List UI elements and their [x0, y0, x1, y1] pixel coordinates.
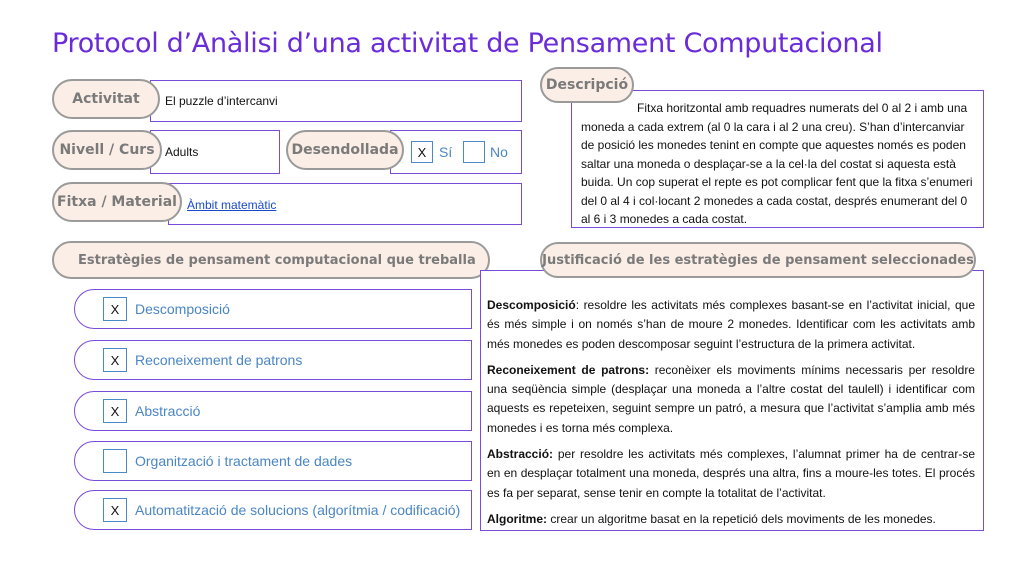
strategy-item[interactable] — [74, 340, 472, 380]
desendollada-label: Desendollada — [286, 130, 404, 170]
descripcio-box — [571, 90, 984, 228]
justificacio-paragraph: Descomposició: resoldre les activitats més complexes basant-se en l’activitat inicial, que és més simple i on només s’han de moure 2 monedes. Identificar com les activitats amb més monedes es poden descomposar seguint l’estructura de la primera activitat. — [487, 298, 976, 351]
strategy-item[interactable] — [74, 391, 472, 431]
justificacio-paragraph — [487, 361, 975, 438]
strategy-checkbox[interactable]: X — [103, 498, 127, 522]
descripcio-text: Fitxa horitzontal amb requadres numerats del 0 al 2 i amb una moneda a cada extrem (al 0 la cara i al 2 una creu). S’han d’intercanviar de posició les monedes tenint en compte que aquestes només es poden saltar una moneda o desplaçar-se a la cel·la del costat si aquesta està buida. Un cop superat el repte es pot complicar fent que la fitxa s’enumeri del 0 al 4 i col·locant 2 monedes a cada costat, després enumerant del 0 al 6 i 3 monedes a cada costat. — [581, 101, 973, 226]
strategy-checkbox[interactable]: X — [103, 399, 127, 423]
nivell-label: Nivell / Curs — [52, 130, 162, 170]
strategy-item[interactable] — [74, 490, 472, 530]
strategy-item[interactable] — [74, 441, 472, 481]
justificacio-term: Reconeixement de patrons: — [487, 362, 650, 377]
desendollada-no-checkbox[interactable] — [463, 141, 485, 163]
activitat-label: Activitat — [52, 79, 160, 119]
justificacio-body: crear un algoritme basat en la repetició dels moviments de les monedes. — [550, 511, 936, 526]
strategy-label: Reconeixement de patrons — [135, 352, 303, 368]
justificacio-label: Justificació de les estratègies de pensament seleccionades — [540, 242, 976, 278]
activitat-field[interactable] — [150, 80, 522, 122]
strategy-label: Abstracció — [135, 403, 201, 419]
fitxa-field — [168, 183, 522, 225]
strategy-checkbox[interactable] — [103, 449, 127, 473]
nivell-field[interactable] — [150, 130, 280, 174]
justificacio-body: resoldre les activitats més complexes basant-se en l’activitat inicial, que és més simple i on només s’han de moure 2 monedes. Identificar com les activitats amb més monedes es poden descomposar seguint l’estructura de la primera activitat. — [487, 298, 976, 351]
fitxa-link[interactable]: Àmbit matemàtic — [187, 198, 277, 212]
strategy-checkbox[interactable]: X — [103, 348, 127, 372]
strategy-checkbox[interactable]: X — [103, 297, 127, 321]
desendollada-si-label: Sí — [439, 144, 453, 160]
justificacio-term: Algoritme: — [487, 511, 547, 526]
nivell-value: Adults — [165, 145, 199, 159]
justificacio-body: per resoldre les activitats més complexes, l’alumnat primer ha de centrar-se en en desplaçar totalment una moneda, després una altra, fins a moure-les totes. El procés es fa per separat, sense tenir en compte la totalitat de l’activitat. — [487, 447, 975, 500]
page-title: Protocol d’Anàlisi d’una activitat de Pensament Computacional — [52, 28, 883, 59]
justificacio-box — [480, 270, 984, 531]
justificacio-paragraph — [487, 510, 975, 529]
justificacio-body: reconèixer els moviments mínims necessaris per resoldre una seqüència simple (desplaçar una moneda a l’altre costat del taulell) i identificar com aquests es repeteixen, seguint sempre un patró, a mesura que l’activitat s’amplia amb més monedes i es torna més complexa. — [487, 362, 975, 435]
strategy-label: Organització i tractament de dades — [135, 453, 353, 469]
strategy-item[interactable] — [74, 289, 472, 329]
fitxa-label: Fitxa / Material — [52, 182, 182, 222]
estrategies-label: Estratègies de pensament computacional que treballa — [52, 241, 490, 279]
strategy-label: Descomposició — [135, 301, 230, 317]
justificacio-term: Descomposició — [487, 298, 576, 312]
desendollada-no-label: No — [490, 144, 508, 160]
justificacio-paragraph — [487, 445, 975, 503]
desendollada-si-checkbox[interactable]: X — [411, 141, 433, 163]
activitat-value: El puzzle d’intercanvi — [165, 94, 278, 108]
descripcio-label: Descripció — [540, 67, 634, 103]
desendollada-field — [390, 130, 522, 174]
strategy-label: Automatització de solucions (algorítmia / codificació) — [135, 502, 461, 518]
justificacio-term: Abstracció: — [487, 447, 554, 462]
justificacio-text — [487, 296, 975, 536]
